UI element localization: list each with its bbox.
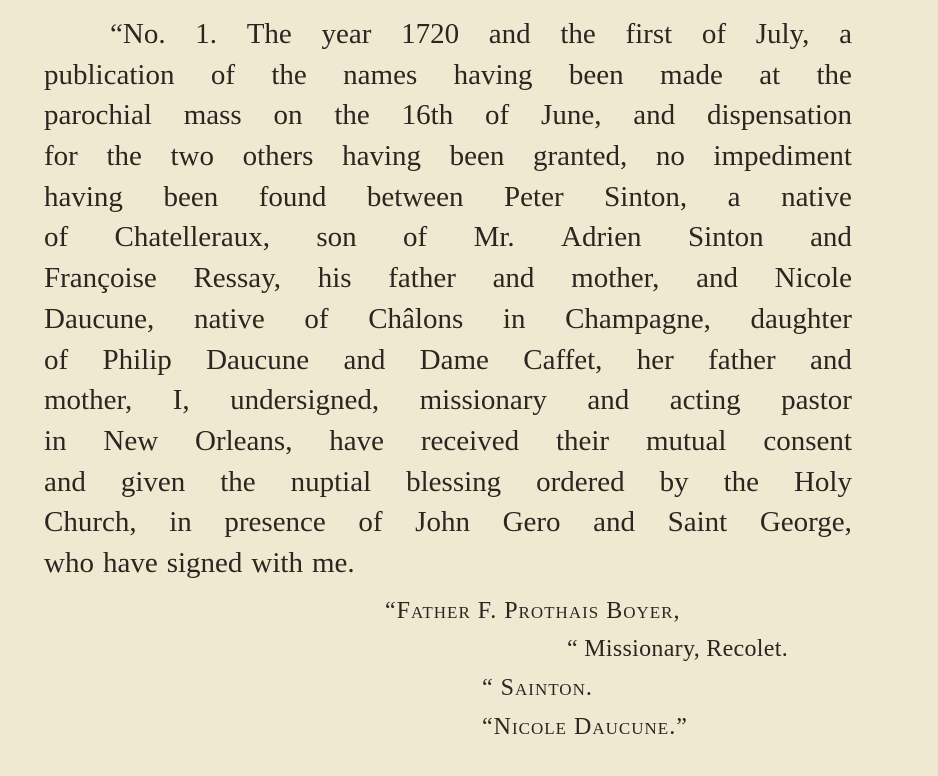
- signature-sainton: “ Sainton.: [482, 675, 593, 701]
- word: having: [453, 58, 533, 91]
- word: pastor: [781, 384, 852, 417]
- word: Françoise: [44, 262, 157, 295]
- word: Adrien: [561, 221, 642, 254]
- text-line: [44, 380, 852, 421]
- word: the: [723, 465, 760, 498]
- word: the: [560, 18, 596, 50]
- word: Champagne,: [565, 302, 711, 335]
- word: Caffet,: [523, 343, 603, 376]
- marriage-record-text: [44, 14, 852, 584]
- word: John: [415, 506, 470, 539]
- word: Ressay,: [193, 262, 281, 295]
- word: in: [44, 424, 67, 457]
- text-line: [44, 217, 852, 258]
- word: Saint: [667, 506, 728, 539]
- word: Peter: [504, 180, 564, 213]
- word: of: [44, 221, 69, 254]
- word: found: [258, 180, 327, 213]
- text-line: [44, 177, 852, 218]
- word: and: [696, 262, 738, 295]
- word: been: [163, 180, 219, 213]
- text-line: [44, 543, 852, 584]
- word: his: [317, 262, 352, 295]
- word: dispensation: [706, 99, 852, 132]
- word: with: [251, 546, 303, 579]
- word: July,: [755, 18, 810, 50]
- word: of: [403, 221, 428, 254]
- word: the: [271, 58, 307, 91]
- word: Sinton: [687, 221, 764, 254]
- word: June,: [541, 99, 602, 132]
- signature-nicole-daucune: “Nicole Daucune.”: [482, 714, 688, 740]
- word: by: [659, 465, 689, 498]
- text-line: [44, 340, 852, 381]
- word: George,: [759, 506, 852, 539]
- word: received: [420, 424, 520, 457]
- word: nuptial: [290, 465, 372, 498]
- word: and: [44, 465, 86, 498]
- word: me.: [311, 546, 355, 579]
- word: Sinton,: [604, 180, 688, 213]
- word: Nicole: [774, 262, 852, 295]
- text-line: [44, 502, 852, 543]
- word: Church,: [44, 506, 137, 539]
- word: 1720: [401, 18, 460, 50]
- word: Daucune: [206, 343, 310, 376]
- word: the: [106, 140, 142, 173]
- word: and: [488, 18, 531, 50]
- word: father: [388, 262, 456, 295]
- word: names: [343, 58, 418, 91]
- text-line: [44, 421, 852, 462]
- word: New: [103, 424, 159, 457]
- word: of: [358, 506, 383, 539]
- text-line: [44, 462, 852, 503]
- word: publication: [44, 58, 175, 91]
- text-line: [44, 14, 852, 55]
- word: Châlons: [368, 302, 464, 335]
- word: mother,: [44, 384, 133, 417]
- word: on: [273, 99, 303, 132]
- word: in: [502, 302, 526, 335]
- word: and: [492, 262, 535, 295]
- word: missionary: [419, 384, 547, 417]
- word: of: [304, 302, 329, 335]
- word: of: [44, 343, 69, 376]
- word: Philip: [102, 343, 172, 376]
- word: and: [587, 384, 630, 417]
- word: given: [120, 465, 186, 498]
- word: mother,: [571, 262, 660, 295]
- word: Dame: [419, 343, 489, 376]
- word: undersigned,: [230, 384, 380, 417]
- word: year: [321, 18, 372, 50]
- word: and: [810, 221, 852, 254]
- word: having: [342, 140, 422, 173]
- word: at: [759, 58, 781, 91]
- word: native: [781, 180, 852, 213]
- text-line: [44, 95, 852, 136]
- word: father: [708, 343, 776, 376]
- signature-missionary-recolet: “ Missionary, Recolet.: [567, 636, 788, 662]
- word: son: [316, 221, 357, 254]
- word: mass: [183, 99, 242, 132]
- word: and: [343, 343, 386, 376]
- word: have: [102, 546, 158, 579]
- text-line: [44, 55, 852, 96]
- word: blessing: [406, 465, 502, 498]
- word: impediment: [713, 140, 852, 173]
- word: having: [44, 180, 123, 213]
- word: signed: [166, 546, 243, 579]
- word: Holy: [793, 465, 852, 498]
- word: the: [334, 99, 370, 132]
- word: Chatelleraux,: [114, 221, 270, 254]
- word: mutual: [645, 424, 727, 457]
- word: have: [329, 424, 385, 457]
- word: Gero: [502, 506, 561, 539]
- word: her: [636, 343, 674, 376]
- word: Daucune,: [44, 302, 155, 335]
- word: parochial: [44, 99, 152, 132]
- word: first: [625, 18, 673, 50]
- text-line: [44, 136, 852, 177]
- word: for: [44, 140, 78, 173]
- signature-father-boyer: “Father F. Prothais Boyer,: [385, 598, 681, 624]
- word: The: [246, 18, 292, 50]
- word: the: [220, 465, 256, 498]
- word: ordered: [536, 465, 625, 498]
- word: who: [44, 546, 94, 579]
- word: and: [810, 343, 852, 376]
- word: others: [242, 140, 314, 173]
- word: a: [839, 18, 852, 50]
- word: their: [555, 424, 610, 457]
- text-line: [44, 258, 852, 299]
- word: 16th: [401, 99, 454, 132]
- word: made: [660, 58, 723, 91]
- word: and: [633, 99, 676, 132]
- word: Orleans,: [195, 424, 293, 457]
- word: 1.: [195, 18, 218, 50]
- word: consent: [763, 424, 852, 457]
- word: of: [485, 99, 510, 132]
- word: and: [593, 506, 636, 539]
- word: daughter: [750, 302, 852, 335]
- word: I,: [172, 384, 190, 417]
- word: in: [169, 506, 192, 539]
- word: “No.: [110, 18, 166, 50]
- word: acting: [669, 384, 741, 417]
- word: of: [210, 58, 236, 91]
- word: been: [449, 140, 505, 173]
- text-line: [44, 299, 852, 340]
- word: native: [193, 302, 265, 335]
- word: a: [727, 180, 741, 213]
- word: two: [170, 140, 214, 173]
- word: presence: [224, 506, 326, 539]
- word: the: [816, 58, 852, 91]
- word: between: [366, 180, 464, 213]
- word: been: [568, 58, 624, 91]
- word: granted,: [532, 140, 628, 173]
- word: Mr.: [473, 221, 515, 254]
- word: no: [655, 140, 685, 173]
- word: of: [701, 18, 727, 50]
